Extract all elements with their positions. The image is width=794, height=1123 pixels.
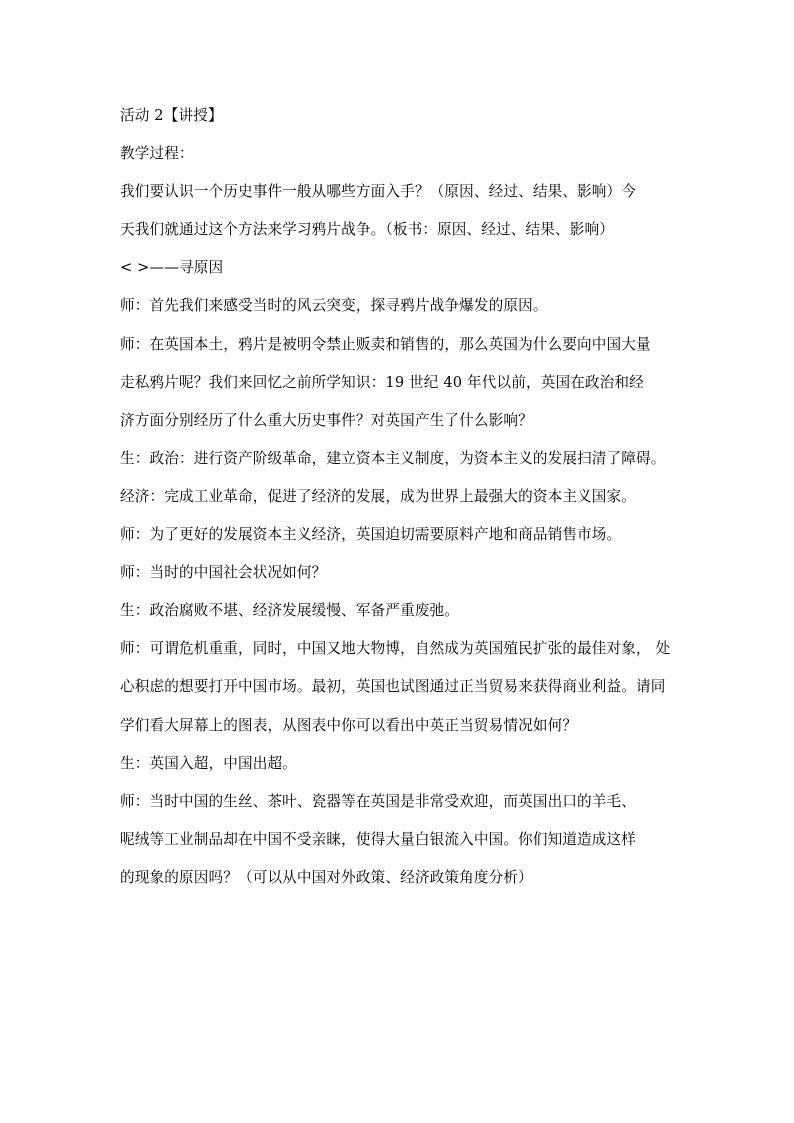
paragraph-line: 济方面分别经历了什么重大历史事件？对英国产生了什么影响？ [120,411,533,429]
paragraph-line: 师：在英国本土，鸦片是被明令禁止贩卖和销售的，那么英国为什么要向中国大量 [120,335,651,353]
paragraph-line: 我们要认识一个历史事件一般从哪些方面入手？（原因、经过、结果、影响）今 [120,183,637,201]
document-body [120,104,680,904]
paragraph-line: 师：首先我们来感受当时的风云突变，探寻鸦片战争爆发的原因。 [120,297,548,315]
paragraph-line: 生：英国入超，中国出超。 [120,754,297,772]
subheading: < >——寻原因 [120,259,224,277]
section-label: 教学过程： [120,145,194,163]
paragraph-line: 的现象的原因吗？（可以从中国对外政策、经济政策角度分析） [120,868,533,886]
paragraph-line: 生：政治：进行资产阶级革命，建立资本主义制度，为资本主义的发展扫清了障碍。 [120,449,666,467]
paragraph-line: 学们看大屏幕上的图表，从图表中你可以看出中英正当贸易情况如何？ [120,716,578,734]
activity-heading: 活动 2【讲授】 [120,107,223,124]
paragraph-line: 师：为了更好的发展资本主义经济，英国迫切需要原料产地和商品销售市场。 [120,526,622,544]
paragraph-line: 师：当时的中国社会状况如何？ [120,564,327,582]
paragraph-line: 师：可谓危机重重，同时，中国又地大物博，自然成为英国殖民扩张的最佳对象， 处 [120,640,671,658]
paragraph-line: 生：政治腐败不堪、经济发展缓慢、军备严重废弛。 [120,602,460,620]
paragraph-line: 师：当时中国的生丝、茶叶、瓷器等在英国是非常受欢迎，而英国出口的羊毛、 [120,792,637,810]
paragraph-line: 天我们就通过这个方法来学习鸦片战争。（板书：原因、经过、结果、影响） [120,221,614,239]
paragraph-line: 走私鸦片呢？我们来回忆之前所学知识：19 世纪 40 年代以前，英国在政治和经 [120,373,644,391]
paragraph-line: 呢绒等工业制品却在中国不受亲睐，使得大量白银流入中国。你们知道造成这样 [120,830,637,848]
paragraph-line: 心积虑的想要打开中国市场。最初，英国也试图通过正当贸易来获得商业利益。请同 [120,678,666,696]
paragraph-line: 经济：完成工业革命，促进了经济的发展，成为世界上最强大的资本主义国家。 [120,487,637,505]
